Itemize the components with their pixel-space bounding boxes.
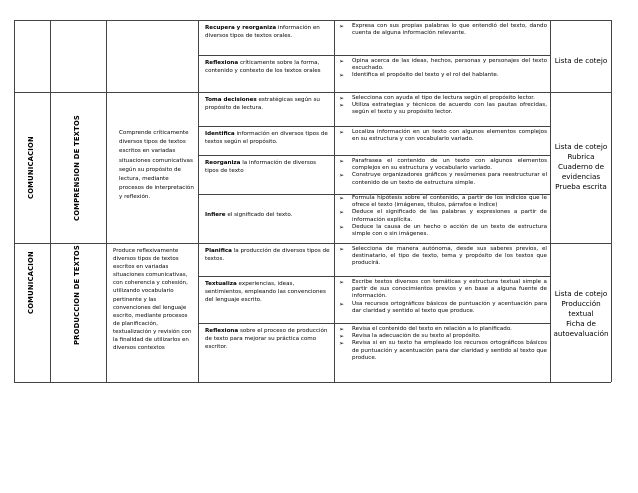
indicator-cell bbox=[335, 21, 550, 55]
indicator-cell bbox=[335, 127, 550, 155]
capacity-text: Produce reflexivamente diversos tipos de textos escritos en variadas situaciones comunicativas, con coherencia y cohesión, utilizando vocabulario pertinente y las convenciones del lenguaje escrito, mediante procesos de planificación, textualización y revisión con la finalidad de utilizarlos en diversos contextos bbox=[113, 248, 192, 352]
indicator-cell bbox=[335, 324, 550, 382]
indicator-item: ➢ Deduce la causa de un hecho o acción de un texto de estructura simple con o sin imágenes. bbox=[352, 224, 547, 238]
skill-cell bbox=[199, 21, 333, 55]
indicator-item: ➢ Selecciona con ayuda el tipo de lectura según el propósito lector. bbox=[352, 95, 547, 102]
indicator-item: ➢ Selecciona de manera autónoma, desde sus saberes previos, el destinatario, el tipo de texto, tema y propósito de los textos que producirá. bbox=[352, 246, 547, 268]
skill-cell bbox=[199, 56, 333, 92]
instrument-item: autoevaluación bbox=[553, 329, 609, 338]
skill-cell bbox=[199, 208, 333, 242]
skill-text: información en diversos tipos de textos según el propósito. bbox=[205, 131, 328, 145]
capacity-cell bbox=[107, 126, 197, 238]
indicator-item: ➢ Escribe textos diversos con temáticas y estructura textual simple a partir de sus conocimientos previos y en base a alguna fuente de información. bbox=[352, 279, 547, 301]
instrument-item: Rubrica bbox=[567, 152, 595, 161]
skill-verb: Planifica bbox=[205, 248, 232, 254]
capacity-text: Comprende críticamente diversos tipos de textos escritos en variadas situaciones comunicativas según su propósito de lectura, mediante procesos de interpretación y reflexión. bbox=[119, 130, 194, 201]
instrument-item: Ficha de bbox=[566, 319, 596, 328]
col-divider bbox=[14, 20, 15, 382]
indicator-item: ➢ Revisa la adecuación de su texto al propósito. bbox=[352, 333, 547, 340]
instrument-item: Producción textual bbox=[561, 299, 601, 318]
instrument-item: Lista de cotejo bbox=[554, 142, 608, 151]
skill-verb: Toma decisiones bbox=[205, 97, 257, 103]
indicator-item: ➢ Formula hipótesis sobre el contenido, a partir de los indicios que le ofrece el texto (imágenes, títulos, párrafos e índice) bbox=[352, 195, 547, 209]
instrument-item: Lista de cotejo bbox=[554, 56, 608, 65]
capacity-cell bbox=[107, 244, 197, 381]
indicator-item: ➢ Identifica el propósito del texto y el rol del hablante. bbox=[352, 72, 547, 79]
skill-verb: Infiere bbox=[205, 212, 226, 218]
skill-verb: Reflexiona bbox=[205, 60, 239, 66]
indicator-cell bbox=[335, 156, 550, 194]
skill-cell bbox=[199, 324, 333, 382]
table-border-bottom bbox=[14, 382, 611, 383]
indicator-cell bbox=[335, 93, 550, 126]
skill-text: críticamente sobre la forma, contenido y contexto de los textos orales bbox=[205, 60, 321, 74]
table-border-right bbox=[611, 20, 612, 382]
indicator-item: ➢ Usa recursos ortográficos básicos de puntuación y acentuación para dar claridad y sentido al texto que produce. bbox=[352, 301, 547, 315]
indicator-item: ➢ Revisa si en su texto ha empleado los recursos ortográficos básicos de puntuación y acentuación para dar claridad y sentido al texto que produce. bbox=[352, 340, 547, 362]
instrument-item: evidencias bbox=[561, 172, 601, 181]
skill-text: sobre el proceso de producción de texto para mejorar su práctica como escritor. bbox=[205, 328, 328, 350]
indicator-item: ➢ Parafrasea el contenido de un texto con algunos elementos complejos en su estructura y vocabulario variado. bbox=[352, 158, 547, 172]
instrument-item: Lista de cotejo bbox=[554, 289, 608, 298]
area-label: COMUNICACION bbox=[27, 136, 35, 199]
skill-cell bbox=[199, 244, 333, 276]
skill-verb: Reorganiza bbox=[205, 160, 241, 166]
skill-cell bbox=[199, 156, 333, 194]
skill-text: el significado del texto. bbox=[225, 212, 293, 218]
instrument-item: Prueba escrita bbox=[555, 182, 607, 191]
instrument-item: Cuaderno de bbox=[557, 162, 604, 171]
indicator-item: ➢ Utiliza estrategias y técnicos de acuerdo con las pautas ofrecidas, según el texto y su propósito lector. bbox=[352, 102, 547, 116]
skill-verb: Identifica bbox=[205, 131, 235, 137]
indicator-item: ➢ Deduce el significado de las palabras y expresiones a partir de información explícita. bbox=[352, 209, 547, 223]
skill-text: estratégicas según su propósito de lectura. bbox=[205, 97, 320, 111]
indicator-item: ➢ Revisa el contenido del texto en relación a lo planificado. bbox=[352, 326, 547, 333]
skill-cell bbox=[199, 127, 333, 155]
indicator-item: ➢ Opina acerca de las ideas, hechos, personas y personajes del texto escuchado. bbox=[352, 58, 547, 72]
indicator-cell bbox=[335, 277, 550, 323]
skill-verb: Textualiza bbox=[205, 281, 237, 287]
skill-text: información en diversos tipos de textos orales. bbox=[205, 25, 320, 39]
skill-text: la producción de diversos tipos de textos. bbox=[205, 248, 330, 262]
skill-verb: Reflexiona bbox=[205, 328, 239, 334]
instrument-cell bbox=[551, 289, 611, 338]
skill-text: experiencias, ideas, sentimientos, empleando las convenciones del lenguaje escrito. bbox=[205, 281, 326, 303]
area-label: COMUNICACION bbox=[27, 251, 35, 315]
indicator-cell bbox=[335, 244, 550, 276]
skill-verb: Recupera y reorganiza bbox=[205, 25, 277, 31]
indicator-cell bbox=[335, 195, 550, 243]
col-divider bbox=[50, 20, 51, 382]
indicator-item: ➢ Construye organizadores gráficos y resúmenes para reestructurar el contenido de un texto de estructura simple. bbox=[352, 172, 547, 186]
indicator-item: ➢ Expresa con sus propias palabras lo que entendió del texto, dando cuenta de alguna información relevante. bbox=[352, 23, 547, 37]
skill-text: la información de diversos tipos de texto bbox=[205, 160, 317, 174]
competence-label: COMPRENSION DE TEXTOS bbox=[73, 114, 81, 221]
indicator-item: ➢ Localiza información en un texto con algunos elementos complejos en su estructura y con vocabulario variado. bbox=[352, 129, 547, 143]
skill-cell bbox=[199, 277, 333, 323]
indicator-cell bbox=[335, 56, 550, 92]
instrument-cell bbox=[551, 142, 611, 194]
skill-cell bbox=[199, 93, 333, 126]
competence-label: PRODUCCION DE TEXTOS bbox=[73, 245, 81, 346]
instrument-cell bbox=[551, 56, 611, 70]
